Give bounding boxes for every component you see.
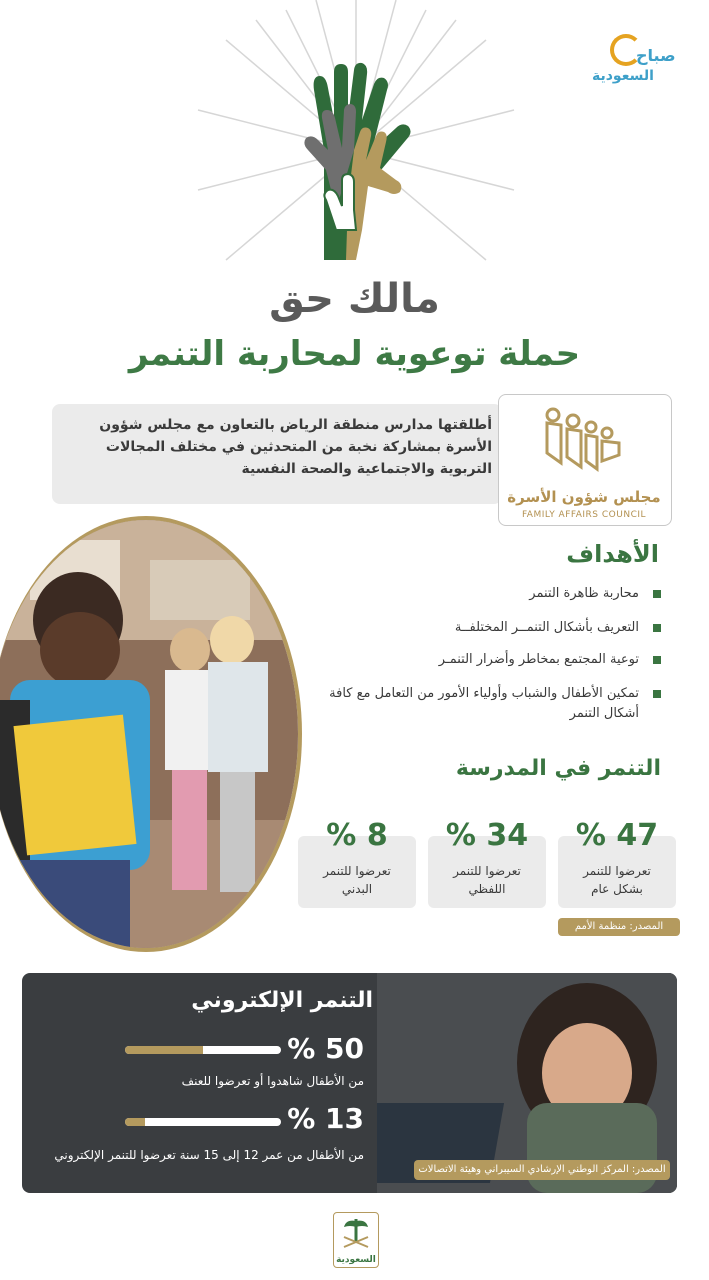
family-council-logo-icon	[539, 403, 629, 475]
stat-label: تعرضوا للتنمر اللفظي	[453, 864, 521, 896]
stat-label: تعرضوا للتنمر البدني	[323, 864, 391, 896]
hands-icon	[196, 0, 516, 300]
cyber-stat-label: من الأطفال من عمر 12 إلى 15 سنة تعرضوا للتنمر الإلكتروني	[54, 1148, 364, 1162]
stat-label: تعرضوا للتنمر بشكل عام	[583, 864, 651, 896]
bullet-icon	[653, 624, 661, 632]
goal-item: تمكين الأطفال والشباب وأولياء الأمور من التعامل مع كافة أشكال التنمر	[321, 684, 661, 724]
stat-value: 34 %	[445, 818, 529, 853]
brand-line2: السعودية	[592, 68, 654, 84]
campaign-title: مالك حق	[269, 276, 440, 322]
bullet-icon	[653, 590, 661, 598]
campaign-subtitle: حملة توعوية لمحاربة التنمر	[128, 334, 581, 374]
council-name-ar: مجلس شؤون الأسرة	[507, 488, 661, 506]
cyber-title: التنمر الإلكتروني	[191, 988, 373, 1013]
brand-line1: صباح	[636, 46, 676, 65]
goal-item: محاربة ظاهرة التنمر	[301, 584, 661, 604]
progress-fill	[125, 1118, 145, 1126]
bullet-icon	[653, 656, 661, 664]
council-logo-box	[498, 394, 672, 526]
cyber-stat-label: من الأطفال شاهدوا أو تعرضوا للعنف	[181, 1074, 364, 1088]
bullying-school-photo	[0, 516, 302, 952]
footer-logo-text: السعودية	[336, 1255, 376, 1265]
stat-value: 8 %	[326, 818, 388, 853]
saudi-emblem-icon	[334, 1213, 378, 1253]
brand-logo	[584, 28, 680, 90]
intro-text: أطلقتها مدارس منطقة الرياض بالتعاون مع مجلس شؤون الأسرة بمشاركة نخبة من المتحدثين في مختلف المجالات التربوية والاجتماعية والصحة النفسية	[99, 417, 492, 477]
saudi-emblem-logo	[333, 1212, 379, 1268]
cyber-stat-value: 13 %	[287, 1102, 364, 1135]
school-source-badge: المصدر: منظمة الأمم المتحدة	[558, 918, 680, 936]
cyber-stat-value: 50 %	[287, 1032, 364, 1065]
goals-title: الأهداف	[566, 540, 659, 568]
school-bullying-title: التنمر في المدرسة	[455, 756, 661, 781]
council-name-en: FAMILY AFFAIRS COUNCIL	[521, 510, 647, 520]
progress-fill	[125, 1046, 203, 1054]
stat-value: 47 %	[575, 818, 659, 853]
progress-bar	[125, 1046, 281, 1054]
cyber-source-badge: المصدر: المركز الوطني الإرشادي السيبراني وهيئة الاتصالات	[414, 1160, 670, 1180]
goal-item: توعية المجتمع بمخاطر وأضرار التنمـر	[301, 650, 661, 670]
goal-item: التعريف بأشكال التنمــر المختلفــة	[301, 618, 661, 638]
progress-bar	[125, 1118, 281, 1126]
bullet-icon	[653, 690, 661, 698]
